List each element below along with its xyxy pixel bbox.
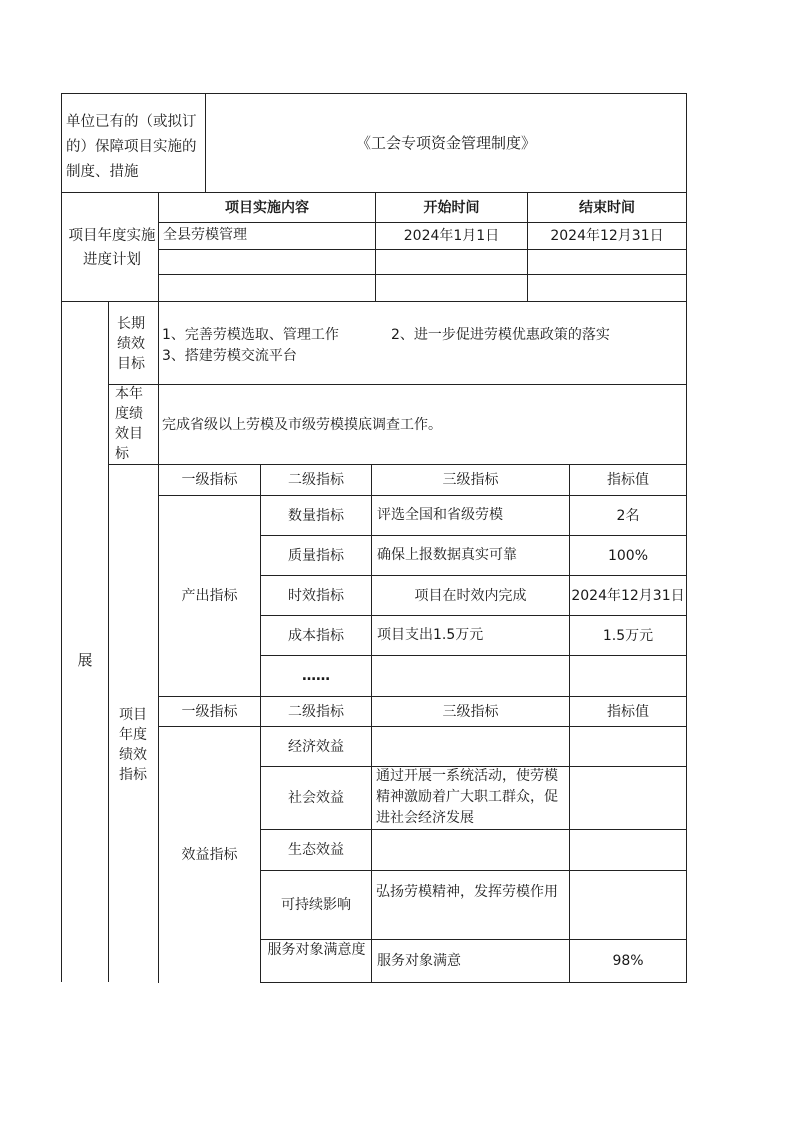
measures-value: 《工会专项资金管理制度》 (355, 133, 536, 152)
output-row1-value: 2名 (616, 507, 640, 524)
satisfaction-bottom (260, 982, 687, 983)
schedule-header-content: 项目实施内容 (225, 199, 309, 216)
schedule-bottom (61, 301, 687, 302)
schedule-header-end: 结束时间 (579, 199, 635, 216)
measures-label: 单位已有的（或拟订的）保障项目实施的制度、措施 (66, 114, 197, 180)
ind-header2-level2: 二级指标 (288, 703, 344, 720)
long-term-line1b: 2、进一步促进劳模优惠政策的落实 (391, 327, 610, 343)
output-row4-level2: 成本指标 (288, 627, 344, 644)
ind-header2-level1: 一级指标 (181, 703, 238, 720)
long-term-line2: 3、搭建劳模交流平台 (162, 348, 297, 364)
output-row2-level2: 质量指标 (288, 547, 344, 564)
long-term-label: 长期绩效目标 (117, 316, 145, 372)
output-row5-level2: …… (302, 668, 330, 684)
output-row1-level2: 数量指标 (288, 507, 344, 524)
benefit-row4-level2: 可持续影响 (281, 897, 351, 913)
annual-goal-text: 完成省级以上劳模及市级劳模摸底调查工作。 (162, 417, 442, 433)
indicators-label: 项目年度绩效指标 (119, 707, 147, 783)
ind-header-level3: 三级指标 (442, 472, 499, 488)
benefit-row2-level2: 社会效益 (288, 790, 344, 806)
long-term-line1a: 1、完善劳模选取、管理工作 (162, 327, 339, 343)
schedule-row1-bottom (158, 249, 687, 250)
benefit-row1-level2: 经济效益 (288, 738, 344, 755)
satisfaction-level3: 服务对象满意 (377, 953, 461, 969)
section-char: 展 (77, 651, 93, 669)
schedule-row2-bottom (158, 274, 687, 275)
ind-header-level2: 二级指标 (288, 472, 344, 488)
ind-header2-level3: 三级指标 (442, 703, 499, 720)
output-row3-level3: 项目在时效内完成 (414, 587, 527, 604)
table-left-border (61, 93, 62, 982)
output-row2-level3: 确保上报数据真实可靠 (377, 547, 517, 563)
schedule-row-start: 2024年1月1日 (403, 228, 500, 244)
benefit-level1: 效益指标 (181, 847, 238, 863)
ind-header2-value: 指标值 (607, 703, 649, 720)
annual-goal-label: 本年度绩效目标 (115, 386, 143, 462)
benefit-row2-level3: 通过开展一系统活动，使劳模精神激励着广大职工群众，促进社会经济发展 (376, 768, 558, 826)
output-row1-level3: 评选全国和省级劳模 (377, 507, 503, 523)
output-level1: 产出指标 (181, 588, 238, 604)
section-char-divider (108, 301, 109, 982)
benefit-row4-level3: 弘扬劳模精神，发挥劳模作用 (376, 884, 558, 900)
satisfaction-value: 98% (612, 953, 644, 969)
output-row4-level3: 项目支出1.5万元 (377, 627, 484, 643)
output-row3-value: 2024年12月31日 (571, 587, 685, 604)
benefit-row3-level2: 生态效益 (288, 842, 344, 858)
schedule-row-end: 2024年12月31日 (550, 228, 664, 244)
ind-header-level1: 一级指标 (181, 472, 238, 488)
long-term-bottom (108, 384, 687, 385)
schedule-header-start: 开始时间 (423, 199, 480, 216)
output-row4-value: 1.5万元 (602, 627, 654, 644)
ind-header-value: 指标值 (607, 472, 649, 488)
satisfaction-level2: 服务对象满意度 (267, 942, 366, 958)
schedule-label: 项目年度实施进度计划 (68, 228, 156, 268)
output-row2-value: 100% (607, 547, 649, 564)
table-right-border (686, 93, 687, 982)
output-row3-level2: 时效指标 (288, 587, 344, 604)
schedule-row-content: 全县劳模管理 (163, 227, 247, 243)
